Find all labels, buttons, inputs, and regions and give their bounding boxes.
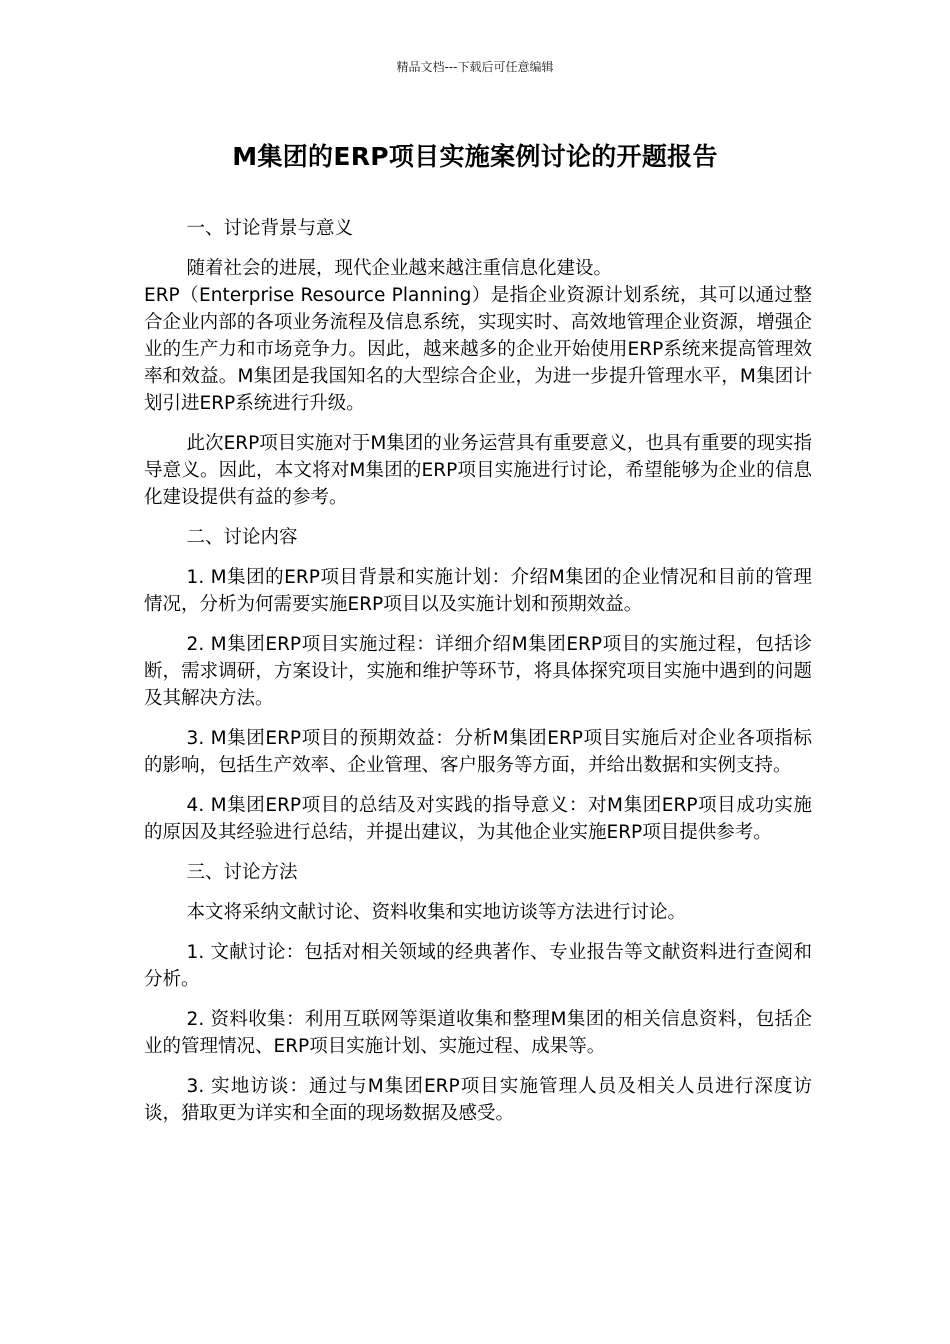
document-title: M集团的ERP项目实施案例讨论的开题报告 — [232, 142, 718, 171]
section-heading-content: 二、讨论内容 — [186, 527, 298, 548]
content-item-3: 3. M集团ERP项目的预期效益：分析M集团ERP项目实施后对企业各项指标的影响，包括生产效率、企业管理、客户服务等方面，并给出数据和实例支持。 — [144, 728, 812, 776]
header-note: 精品文档---下载后可任意编辑 — [396, 60, 554, 74]
document-body — [144, 215, 812, 1140]
paragraph-background-erp: ERP（Enterprise Resource Planning）是指企业资源计划系统，其可以通过整合企业内部的各项业务流程及信息系统，实现实时、高效地管理企业资源，增强企业的生产力和市场竞争力。因此，越来越多的企业开始使用ERP系统来提高管理效率和效益。M集团是我国知名的大型综合企业，为进一步提升管理水平，M集团计划引进ERP系统进行升级。 — [144, 285, 812, 414]
content-item-2: 2. M集团ERP项目实施过程：详细介绍M集团ERP项目的实施过程，包括诊断，需求调研，方案设计，实施和维护等环节，将具体探究项目实施中遇到的问题及其解决方法。 — [144, 634, 812, 709]
paragraph-significance: 此次ERP项目实施对于M集团的业务运营具有重要意义，也具有重要的现实指导意义。因此，本文将对M集团的ERP项目实施进行讨论，希望能够为企业的信息化建设提供有益的参考。 — [144, 433, 812, 508]
method-intro: 本文将采纳文献讨论、资料收集和实地访谈等方法进行讨论。 — [186, 902, 687, 923]
method-item-1: 1. 文献讨论：包括对相关领域的经典著作、专业报告等文献资料进行查阅和分析。 — [144, 942, 812, 990]
content-item-1: 1. M集团的ERP项目背景和实施计划：介绍M集团的企业情况和目前的管理情况，分析为何需要实施ERP项目以及实施计划和预期效益。 — [144, 567, 812, 615]
section-heading-method: 三、讨论方法 — [186, 862, 298, 883]
section-heading-background: 一、讨论背景与意义 — [186, 218, 354, 239]
paragraph-background-lead: 随着社会的进展，现代企业越来越注重信息化建设。 — [186, 258, 613, 279]
content-item-4: 4. M集团ERP项目的总结及对实践的指导意义：对M集团ERP项目成功实施的原因及其经验进行总结，并提出建议，为其他企业实施ERP项目提供参考。 — [144, 795, 812, 843]
method-item-3: 3. 实地访谈：通过与M集团ERP项目实施管理人员及相关人员进行深度访谈，猎取更为详实和全面的现场数据及感受。 — [144, 1076, 812, 1124]
method-item-2: 2. 资料收集：利用互联网等渠道收集和整理M集团的相关信息资料，包括企业的管理情况、ERP项目实施计划、实施过程、成果等。 — [144, 1009, 812, 1057]
